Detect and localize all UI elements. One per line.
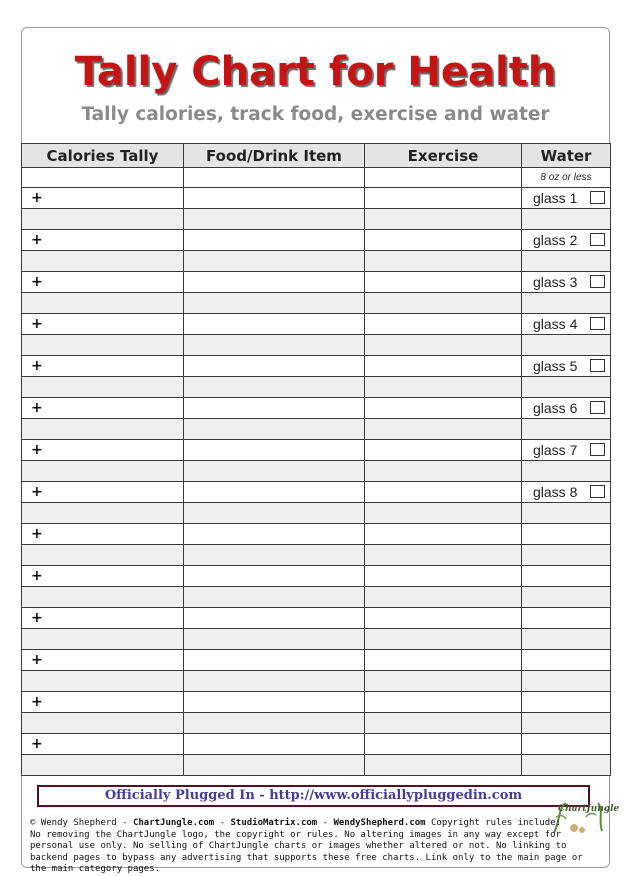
tally-row xyxy=(22,671,611,692)
table-cell[interactable] xyxy=(365,314,522,335)
table-cell[interactable] xyxy=(365,482,522,503)
table-cell[interactable] xyxy=(365,524,522,545)
glass-label: glass 1 xyxy=(533,190,578,206)
credit-line: © Wendy Shepherd - ChartJungle.com - StudioMatrix.com - WendyShepherd.com Copyright rules include: xyxy=(30,818,562,828)
table-cell[interactable] xyxy=(22,713,184,734)
table-cell[interactable] xyxy=(365,713,522,734)
table-cell[interactable] xyxy=(365,734,522,755)
table-cell[interactable] xyxy=(184,587,365,608)
table-cell[interactable] xyxy=(22,671,184,692)
table-cell[interactable] xyxy=(22,545,184,566)
table-cell[interactable] xyxy=(365,755,522,776)
plus-mark[interactable]: + xyxy=(22,440,184,461)
table-cell[interactable] xyxy=(365,251,522,272)
table-cell[interactable] xyxy=(522,524,611,545)
table-cell[interactable] xyxy=(22,419,184,440)
tally-row xyxy=(22,272,611,293)
tally-row xyxy=(22,209,611,230)
subheader-row xyxy=(22,168,611,188)
glass-label: glass 3 xyxy=(533,274,578,290)
glass-label: glass 8 xyxy=(533,484,578,500)
tally-row xyxy=(22,230,611,251)
glass-checkbox[interactable] xyxy=(590,401,605,414)
plus-mark[interactable]: + xyxy=(22,692,184,713)
plus-mark[interactable]: + xyxy=(22,608,184,629)
tally-row xyxy=(22,545,611,566)
table-cell[interactable] xyxy=(365,188,522,209)
table-cell[interactable] xyxy=(184,272,365,293)
table-cell[interactable] xyxy=(365,650,522,671)
column-header-calories: Calories Tally xyxy=(22,144,184,168)
table-cell[interactable] xyxy=(365,419,522,440)
water-glass-cell xyxy=(522,440,611,461)
glass-checkbox[interactable] xyxy=(590,485,605,498)
table-cell[interactable] xyxy=(365,293,522,314)
table-cell[interactable] xyxy=(184,629,365,650)
water-glass-cell xyxy=(522,314,611,335)
table-cell[interactable] xyxy=(184,398,365,419)
glass-checkbox[interactable] xyxy=(590,233,605,246)
table-cell[interactable] xyxy=(365,671,522,692)
table-cell[interactable] xyxy=(184,335,365,356)
tally-row xyxy=(22,608,611,629)
plus-mark[interactable]: + xyxy=(22,566,184,587)
tally-row xyxy=(22,734,611,755)
plus-mark[interactable]: + xyxy=(22,482,184,503)
table-cell[interactable] xyxy=(184,650,365,671)
glass-label: glass 5 xyxy=(533,358,578,374)
table-cell[interactable] xyxy=(365,587,522,608)
glass-checkbox[interactable] xyxy=(590,275,605,288)
wendyshepherd-link[interactable]: WendyShepherd.com xyxy=(333,818,426,828)
table-cell[interactable] xyxy=(22,209,184,230)
tally-row xyxy=(22,440,611,461)
column-header-exercise: Exercise xyxy=(365,144,522,168)
tally-row xyxy=(22,377,611,398)
chartjungle-link[interactable]: ChartJungle.com xyxy=(132,818,215,828)
plus-mark[interactable]: + xyxy=(22,524,184,545)
table-cell[interactable] xyxy=(522,566,611,587)
plus-mark[interactable]: + xyxy=(22,314,184,335)
table-cell[interactable] xyxy=(365,629,522,650)
tally-row xyxy=(22,587,611,608)
table-cell[interactable] xyxy=(522,419,611,440)
table-cell[interactable] xyxy=(365,566,522,587)
table-cell[interactable] xyxy=(184,713,365,734)
table-cell[interactable] xyxy=(365,335,522,356)
table-cell[interactable] xyxy=(22,629,184,650)
tally-row xyxy=(22,356,611,377)
page-title: Tally Chart for Health xyxy=(74,49,557,95)
table-cell[interactable] xyxy=(365,209,522,230)
table-cell[interactable] xyxy=(184,692,365,713)
table-cell[interactable] xyxy=(184,230,365,251)
page-subtitle: Tally calories, track food, exercise and water xyxy=(81,104,550,125)
table-cell[interactable] xyxy=(522,545,611,566)
table-cell[interactable] xyxy=(184,608,365,629)
table-cell[interactable] xyxy=(522,629,611,650)
water-glass-cell xyxy=(522,230,611,251)
table-cell[interactable] xyxy=(184,188,365,209)
tally-row xyxy=(22,398,611,419)
table-cell[interactable] xyxy=(184,251,365,272)
table-cell[interactable] xyxy=(522,692,611,713)
table-cell[interactable] xyxy=(365,440,522,461)
table-cell[interactable] xyxy=(22,377,184,398)
tally-row xyxy=(22,692,611,713)
water-glass-cell xyxy=(522,272,611,293)
glass-label: glass 4 xyxy=(533,316,578,332)
table-cell[interactable] xyxy=(184,209,365,230)
plus-mark[interactable]: + xyxy=(22,272,184,293)
table-cell[interactable] xyxy=(22,503,184,524)
table-cell[interactable] xyxy=(522,377,611,398)
table-cell[interactable] xyxy=(365,545,522,566)
plus-mark[interactable]: + xyxy=(22,398,184,419)
tally-row xyxy=(22,713,611,734)
table-cell[interactable] xyxy=(22,461,184,482)
table-cell[interactable] xyxy=(365,461,522,482)
tally-row xyxy=(22,650,611,671)
glass-label: glass 2 xyxy=(533,232,578,248)
table-cell[interactable] xyxy=(365,398,522,419)
glass-label: glass 6 xyxy=(533,400,578,416)
tally-row xyxy=(22,629,611,650)
table-cell[interactable] xyxy=(22,335,184,356)
tally-row xyxy=(22,566,611,587)
table-cell[interactable] xyxy=(22,587,184,608)
table-cell[interactable] xyxy=(184,293,365,314)
table-cell[interactable] xyxy=(184,377,365,398)
table-cell[interactable] xyxy=(365,356,522,377)
tally-row xyxy=(22,503,611,524)
column-header-food: Food/Drink Item xyxy=(184,144,365,168)
glass-checkbox[interactable] xyxy=(590,443,605,456)
table-cell[interactable] xyxy=(522,734,611,755)
water-glass-cell xyxy=(522,188,611,209)
tally-row xyxy=(22,461,611,482)
table-cell[interactable] xyxy=(522,650,611,671)
glass-checkbox[interactable] xyxy=(590,191,605,204)
plus-mark[interactable]: + xyxy=(22,230,184,251)
table-cell[interactable] xyxy=(365,608,522,629)
table-cell[interactable] xyxy=(184,545,365,566)
tally-row xyxy=(22,293,611,314)
table-cell[interactable] xyxy=(522,335,611,356)
water-glass-cell xyxy=(522,398,611,419)
table-cell[interactable] xyxy=(184,461,365,482)
table-cell[interactable] xyxy=(522,587,611,608)
glass-checkbox[interactable] xyxy=(590,359,605,372)
tally-row xyxy=(22,755,611,776)
water-glass-cell xyxy=(522,356,611,377)
plus-mark[interactable]: + xyxy=(22,650,184,671)
table-cell[interactable] xyxy=(365,503,522,524)
table-cell[interactable] xyxy=(365,168,522,188)
tally-row xyxy=(22,314,611,335)
tally-row xyxy=(22,188,611,209)
table-cell[interactable] xyxy=(184,755,365,776)
glass-checkbox[interactable] xyxy=(590,317,605,330)
water-glass-cell xyxy=(522,482,611,503)
table-cell[interactable] xyxy=(22,293,184,314)
tally-row xyxy=(22,419,611,440)
tally-table xyxy=(21,143,611,776)
column-header-water: Water xyxy=(522,144,611,168)
table-cell[interactable] xyxy=(522,293,611,314)
table-cell[interactable] xyxy=(522,209,611,230)
table-cell[interactable] xyxy=(184,566,365,587)
table-cell[interactable] xyxy=(184,482,365,503)
tally-row xyxy=(22,524,611,545)
table-cell[interactable] xyxy=(522,608,611,629)
plus-mark[interactable]: + xyxy=(22,356,184,377)
glass-label: glass 7 xyxy=(533,442,578,458)
table-cell[interactable] xyxy=(365,377,522,398)
tally-row xyxy=(22,482,611,503)
table-cell[interactable] xyxy=(184,314,365,335)
table-cell[interactable] xyxy=(522,503,611,524)
table-cell[interactable] xyxy=(184,671,365,692)
table-cell[interactable] xyxy=(22,168,184,188)
water-note: 8 oz or less xyxy=(522,168,611,188)
table-cell[interactable] xyxy=(522,251,611,272)
tally-row xyxy=(22,251,611,272)
table-cell[interactable] xyxy=(522,755,611,776)
table-cell[interactable] xyxy=(22,251,184,272)
copyright-rules: No removing the ChartJungle logo, the copyright or rules. No altering images in any way except for personal use only. No selling of ChartJungle charts or images whether altered or not. No linking to backend pages to bypass any advertising that supports these free charts. Link only to the main page or the main category pages. xyxy=(30,829,583,875)
table-cell[interactable] xyxy=(522,671,611,692)
copyright-notice xyxy=(30,818,590,876)
table-cell[interactable] xyxy=(365,230,522,251)
tally-row xyxy=(22,335,611,356)
studiomatrix-link[interactable]: StudioMatrix.com xyxy=(230,818,318,828)
plus-mark[interactable]: + xyxy=(22,188,184,209)
table-cell[interactable] xyxy=(522,713,611,734)
table-header-row xyxy=(22,144,611,168)
table-cell[interactable] xyxy=(184,356,365,377)
table-cell[interactable] xyxy=(184,503,365,524)
table-cell[interactable] xyxy=(184,440,365,461)
table-cell[interactable] xyxy=(365,692,522,713)
table-cell[interactable] xyxy=(184,168,365,188)
table-cell[interactable] xyxy=(184,734,365,755)
table-cell[interactable] xyxy=(184,524,365,545)
table-cell[interactable] xyxy=(22,755,184,776)
table-cell[interactable] xyxy=(184,419,365,440)
table-cell[interactable] xyxy=(522,461,611,482)
table-cell[interactable] xyxy=(365,272,522,293)
plus-mark[interactable]: + xyxy=(22,734,184,755)
officially-plugged-in-banner[interactable]: Officially Plugged In - http://www.officiallypluggedin.com xyxy=(37,785,590,807)
logo-text: ChartJungle xyxy=(558,804,620,814)
